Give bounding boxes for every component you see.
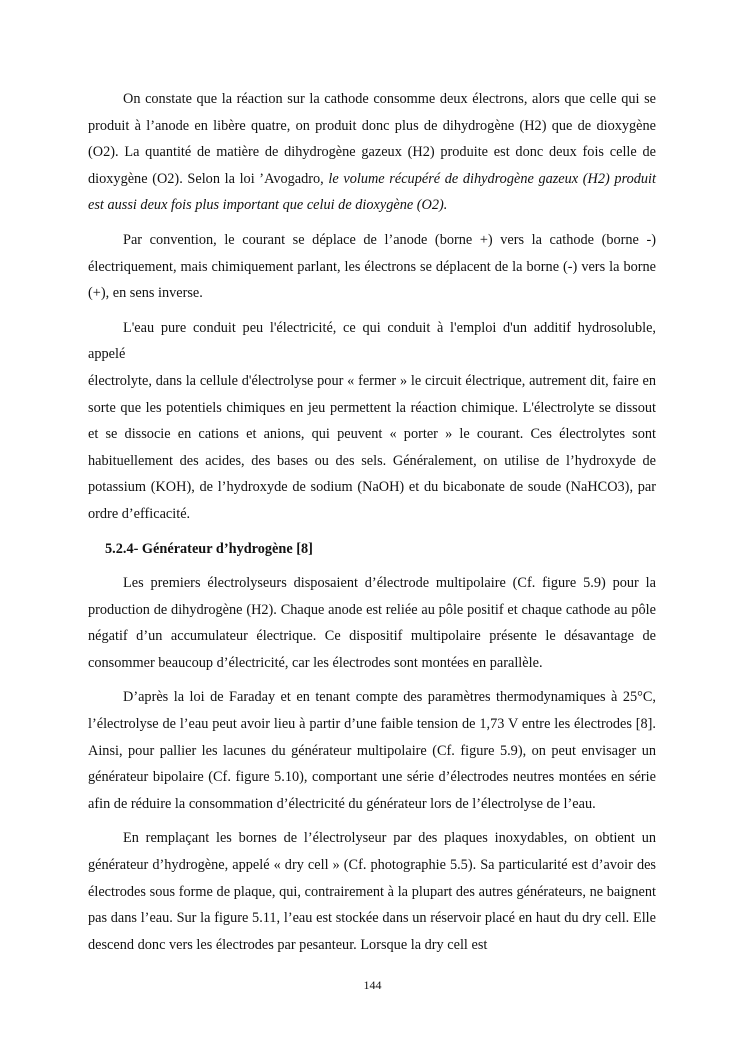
paragraph-faraday-law: D’après la loi de Faraday et en tenant compte des paramètres thermodynamiques à 25°C, l’électrolyse de l’eau peut avoir lieu à partir d’une faible tension de 1,73 V entre les électrodes [8]. Ainsi, pour pallier les lacunes du générateur multipolaire (Cf. figure 5.9), on peut envisager un générateur bipolaire (Cf. figure 5.10), comportant une série d’électrodes neutres montées en série afin de réduire la consommation d’électricité du générateur lors de l’électrolyse de l’eau.	[88, 689, 656, 812]
document-body	[88, 86, 656, 966]
paragraph-multipolar-electrolysers: Les premiers électrolyseurs disposaient d’électrode multipolaire (Cf. figure 5.9) pour la production de dihydrogène (H2). Chaque anode est reliée au pôle positif et chaque cathode au pôle négatif d’un accumulateur électrique. Ce dispositif multipolaire présente le désavantage de consommer beaucoup d’électricité, car les électrodes sont montées en parallèle.	[88, 575, 656, 671]
section-heading: 5.2.4- Générateur d’hydrogène [8]	[105, 540, 313, 557]
paragraph-current-convention: Par convention, le courant se déplace de l’anode (borne +) vers la cathode (borne -) électriquement, mais chimiquement parlant, les électrons se déplacent de la borne (-) vers la borne (+), en sens inverse.	[88, 231, 656, 302]
paragraph-text: On constate que la réaction sur la cathode consomme deux électrons, alors que celle qui se produit à l’anode en libère quatre, on produit donc plus de dihydrogène (H2) que de dioxygène (O2). La quantité de matière de dihydrogène gazeux (H2) produite est donc deux fois celle de dioxygène (O2). Selon la loi ’Avogadro,	[88, 91, 656, 187]
paragraph-dry-cell: En remplaçant les bornes de l’électrolyseur par des plaques inoxydables, on obtient un générateur d’hydrogène, appelé « dry cell » (Cf. photographie 5.5). Sa particularité est d’avoir des électrodes sous forme de plaque, qui, contrairement à la plupart des autres générateurs, ne baignent pas dans l’eau. Sur la figure 5.11, l’eau est stockée dans un réservoir placé en haut du dry cell. Elle descend donc vers les électrodes par pesanteur. Lorsque la dry cell est	[88, 830, 656, 953]
paragraph-italic-conclusion: le volume récupéré de dihydrogène gazeux (H2) produit est aussi deux fois plus important que celui de dioxygène (O2).	[88, 170, 657, 214]
paragraph-electrolyte-intro: L'eau pure conduit peu l'électricité, ce qui conduit à l'emploi d'un additif hydrosoluble, appelé	[88, 319, 656, 363]
page-number: 144	[363, 978, 382, 992]
paragraph-hydrogen-oxygen-ratio	[88, 86, 656, 219]
paragraph-electrolyte-details: électrolyte, dans la cellule d'électrolyse pour « fermer » le circuit électrique, autrement dit, faire en sorte que les potentiels chimiques en jeu permettent la réaction chimique. L'électrolyte se dissout et se dissocie en cations et anions, qui peuvent « porter » le courant. Ces électrolytes sont habituellement des acides, des bases ou des sels. Généralement, on utilise de l’hydroxyde de potassium (KOH), de l’hydroxyde de sodium (NaOH) et du bicabonate de soude (NaHCO3), par ordre d’efficacité.	[88, 372, 656, 522]
